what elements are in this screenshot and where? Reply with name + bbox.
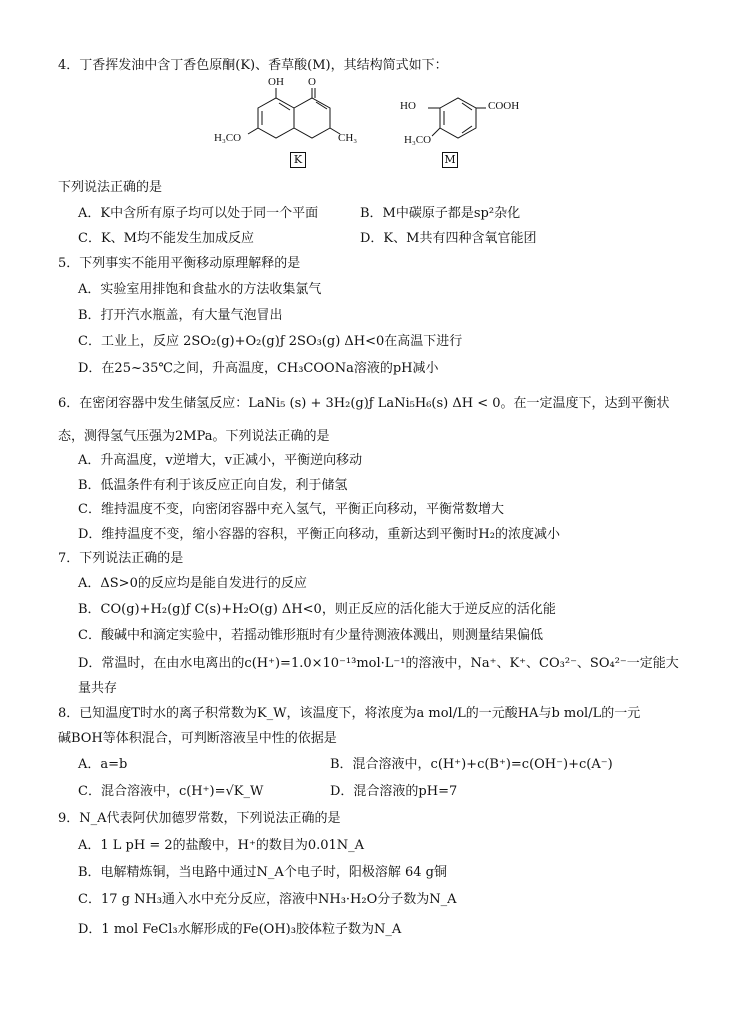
k-och3-label: H₃CO [214, 132, 242, 144]
q8-option-a: A．a=b [78, 757, 128, 772]
q6-option-b: B．低温条件有利于该反应正向自发，利于储氢 [78, 478, 348, 493]
q4-option-c: C．K、M均不能发生加成反应 [78, 231, 254, 246]
q6-option-c: C．维持温度不变，向密闭容器中充入氢气，平衡正向移动，平衡常数增大 [78, 502, 504, 517]
q8-stem-line1: 8．已知温度T时水的离子积常数为K_W，该温度下，将浓度为a mol/L的一元酸HA与b mol/L的一元 [58, 706, 641, 721]
q9-option-b: B．电解精炼铜，当电路中通过N_A个电子时，阳极溶解 64 g铜 [78, 865, 447, 880]
q9-option-d: D．1 mol FeCl₃水解形成的Fe(OH)₃胶体粒子数为N_A [78, 922, 402, 937]
q5-option-c: C．工业上，反应 2SO₂(g)+O₂(g)ƒ 2SO₃(g) ΔH<0在高温下进行 [78, 334, 463, 349]
q4-prompt: 下列说法正确的是 [58, 180, 163, 195]
q8-option-c: C．混合溶液中，c(H⁺)=√K_W [78, 784, 264, 799]
q9-option-a: A．1 L pH = 2的盐酸中，H⁺的数目为0.01N_A [78, 838, 365, 853]
q5-option-a: A．实验室用排饱和食盐水的方法收集氯气 [78, 282, 322, 297]
m-cooh-label: COOH [488, 100, 520, 112]
k-label-box: K [290, 152, 306, 168]
q7-stem: 7．下列说法正确的是 [58, 551, 184, 566]
m-label-box: M [442, 152, 458, 168]
q5-stem: 5．下列事实不能用平衡移动原理解释的是 [58, 256, 301, 271]
k-ch3-label: CH₃ [338, 132, 358, 144]
q6-option-a: A．升高温度，v逆增大，v正减小，平衡逆向移动 [78, 453, 363, 468]
q7-option-c: C．酸碱中和滴定实验中，若摇动锥形瓶时有少量待测液体溅出，则测量结果偏低 [78, 628, 543, 643]
m-ho-label: HO [400, 100, 416, 112]
q4-option-b: B．M中碳原子都是sp²杂化 [360, 206, 521, 221]
q7-option-d-line2: 量共存 [78, 681, 118, 696]
q8-stem-line2: 碱BOH等体积混合，可判断溶液呈中性的依据是 [58, 731, 337, 746]
q6-option-d: D．维持温度不变，缩小容器的容积，平衡正向移动，重新达到平衡时H₂的浓度减小 [78, 527, 560, 542]
m-och3-label: H₃CO [404, 134, 432, 146]
q5-option-b: B．打开汽水瓶盖，有大量气泡冒出 [78, 308, 283, 323]
q8-option-d: D．混合溶液的pH=7 [330, 784, 458, 799]
q4-stem: 4．丁香挥发油中含丁香色原酮(K)、香草酸(M)，其结构简式如下： [58, 58, 448, 73]
q6-stem-line2: 态，测得氢气压强为2MPa。下列说法正确的是 [58, 429, 330, 444]
q4-option-d: D．K、M共有四种含氧官能团 [360, 231, 537, 246]
q8-option-b: B．混合溶液中，c(H⁺)+c(B⁺)=c(OH⁻)+c(A⁻) [330, 757, 613, 772]
q9-option-c: C．17 g NH₃通入水中充分反应，溶液中NH₃·H₂O分子数为N_A [78, 892, 457, 907]
q9-stem: 9．N_A代表阿伏加德罗常数，下列说法正确的是 [58, 811, 341, 826]
q7-option-a: A．ΔS>0的反应均是能自发进行的反应 [78, 576, 307, 591]
q7-option-d-line1: D．常温时，在由水电离出的c(H⁺)=1.0×10⁻¹³mol·L⁻¹的溶液中，Na⁺、K⁺、CO₃²⁻、SO₄²⁻一定能大 [78, 656, 679, 671]
structure-k-drawing [210, 80, 370, 160]
k-o-label: O [308, 76, 316, 88]
q7-option-b: B．CO(g)+H₂(g)ƒ C(s)+H₂O(g) ΔH<0，则正反应的活化能大于逆反应的活化能 [78, 602, 556, 617]
q4-option-a: A．K中含所有原子均可以处于同一个平面 [78, 206, 319, 221]
q5-option-d: D．在25~35℃之间，升高温度，CH₃COONa溶液的pH减小 [78, 361, 439, 376]
structure-k [210, 76, 370, 180]
q6-stem-line1: 6．在密闭容器中发生储氢反应：LaNi₅ (s) + 3H₂(g)ƒ LaNi₅H₆(s) ΔH < 0。在一定温度下，达到平衡状 [58, 396, 670, 411]
k-oh-label: OH [268, 76, 284, 88]
structure-m [400, 90, 540, 180]
